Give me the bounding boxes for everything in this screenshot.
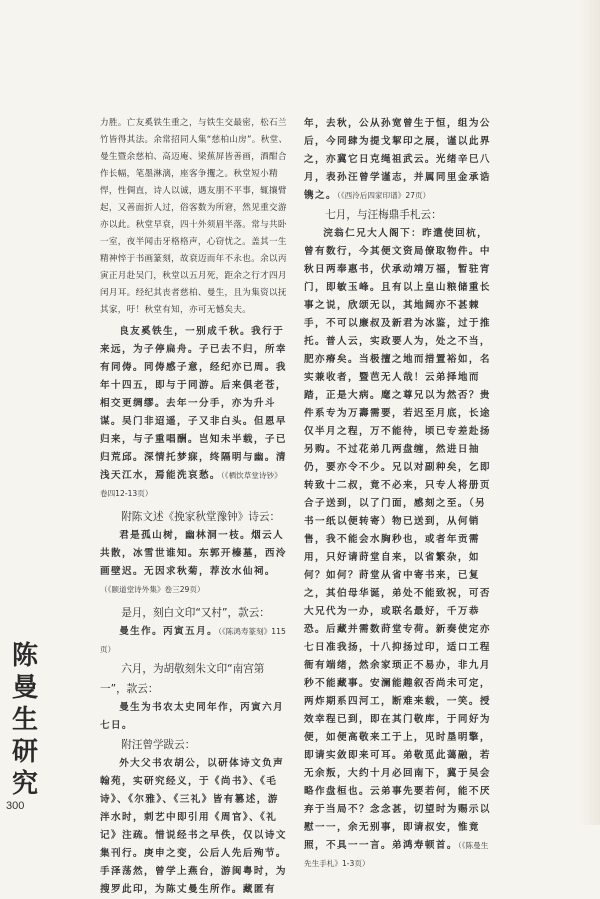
letter-source: （《陈曼生先生手札》1-3页） bbox=[304, 841, 489, 868]
entry2-heading: 六月，为胡敬刻朱文印“南宫第一”，款云： bbox=[100, 663, 265, 695]
right-continued-text bbox=[304, 115, 494, 205]
right-continued-source: （《西泠后四家印谱》27页） bbox=[336, 191, 431, 200]
page-edge-shadow bbox=[578, 0, 600, 825]
letter-heading: 七月，与汪梅鼎手札云： bbox=[325, 209, 442, 221]
poem-source: （《栖饮草堂诗钞》卷四12-13页） bbox=[100, 471, 282, 498]
entry1-body: 曼生作。丙寅五月。 bbox=[119, 626, 219, 637]
page-number: 300 bbox=[6, 800, 25, 812]
letter-text bbox=[304, 225, 494, 873]
entry2-text: 曼生为书农太史同年作，丙寅六月七日。 bbox=[100, 702, 285, 731]
appendix-heading: 附陈文述《挽家秋堂豫钟》诗云： bbox=[121, 511, 281, 523]
left-poem bbox=[100, 323, 288, 503]
entry3-heading: 附汪曾学跋云： bbox=[121, 739, 196, 751]
right-column bbox=[304, 115, 494, 873]
entry3-text: 外大父书农胡公，以研体诗文负声翰苑，实研究经义，于《尚书》、《毛诗》、《尔雅》、《三礼》皆有篡述，游泮水时，刺艺中即引用《周官》、《礼记》注疏。惜说经书之早佚，仅以诗文集刊行。庚申之变，公后人先后殉节。手泽荡然，曾学上燕台，游闽粤时，为搜罗此印，为陈丈曼生所作。藏匿有 bbox=[100, 758, 287, 895]
book-title-seal: 陈曼生研究 bbox=[11, 641, 38, 799]
left-paragraph-prose: 力胜。亡友奚铁生重之，与铁生交最密，松石兰竹皆得其法。余常招同人集“慈柏山房”。秋堂、曼生暨余慈柏、高迈庵、梁蕉屏皆善画，酒酣合作长幅，笔墨淋漓，座客争攫之。秋堂短小精悍，性倜直，诗人以诚，遇友朋不平事，辄攘臂起，又善面折人过，俗客数为所窘，然见重交游亦以此。秋堂早衰，四十外须眉半落。常与共卧一室，夜半闻击牙格格声，心窃忧之。盖其一生精神悴于书画篆刻，故衰迈而年不永也。余以丙寅正月赴吴门，秋堂以五月死，距余之行才四月闰月耳。经纪其丧者慈柏、曼生，且为集资以抚其家，吁！秋堂有知，亦可无憾矣夫。 bbox=[100, 118, 288, 315]
right-continued-body: 年，去秋，公从孙宽曾生于恒，组为公后，今同肆为提戈挈印之展，谨以此界之，亦冀它日克绳祖武云。光绪辛巳八月，表孙汪曾学谨志，并属同里金承诰镌之。 bbox=[304, 118, 491, 201]
left-column bbox=[100, 115, 288, 899]
appendix-poem-text: 君是孤山树，幽林洞一枝。烟云人共散，冰雪世谁知。东郭开榛墓，西泠画壁迟。无因求秋菊，荐汝水仙祠。 bbox=[100, 530, 287, 577]
appendix-poem bbox=[100, 527, 288, 599]
poem-text: 良友奚铁生，一别成千秋。我行于来远，为子停扁舟。子已去不归，所幸有同俦。同俦感子意，经纪亦已周。我年十四五，即与于同游。后来俱老苍，相交更绸缪。去年一分手，亦为升斗谋。吴门非迢遥，子又非白头。但恩早归来，与子重唱酬。岂知未半载，子已归荒邱。深情托梦寐，终隔明与幽。清浅天江水，焉能洗哀愁。 bbox=[100, 326, 287, 481]
appendix-source: （《颐道堂诗外集》卷三29页） bbox=[100, 585, 205, 594]
entry1-heading: 是月，刻白文印“又村”，款云： bbox=[121, 607, 270, 619]
entry1-source: （《陈鸿寿篆刻》115页） bbox=[100, 627, 286, 654]
letter-body: 浣翁仁兄大人阁下：昨遣使回杭，曾有数行，今其便文资局僚取物件。中秋日两奉惠书，伏承动靖万福，暂驻宵门，即敏玉峰。且有以上皇山粮储重长事之说，欣颂无以，其地阔亦不甚棘手，不可以廉叔及新君为冰鉴，过于推托。普人云，实政要人为，处之不当，肥亦瘠矣。当极擅之地而措置裕如，名实兼收者，暨芭无人哉！云弟择地而踏，正是大病。麾之尊兄以为然否？贵件系专为万壽需要，若迟至月底，长途仅半月之程，万不能待，顷已专差赴扬另购。不过花弟几两盘缠，然进日抽仍，要亦令不少。兄以对副种矣，乞即转致十二叔，竟不必来，只专人将册页合子送到，以了门面，感刻之至。（另书一纸以便转寄）物已送到，从何销售，我不能会水胸秒也，或者年贡需用，只好请莳堂自来，以省繁杂，如何？如何？莳堂从省中寄书来，已复之，其伯母华诞，弟处不能致祝，可否大兄代为一办，或联名最好，千万恭恐。后藏并需数莳堂专荷。新奏使定亦七日准我扬，十八抑扬过印，适口工程衙有端绪，然余家顼正不易办，非九月秒不能藏事。安澜能趣叙否尚未可定，两炸期系四河工，断难来载，一笑。授效幸程已到，即在其门敬库，于同好为便，如便高敬来工于上，见时垦明擎，即请实敛即来可耳。弟敬觅此蔼融，若无余叛，大约十月必回南下，冀于吴会略作盘桓也。云弟事先要若何，能不厌弃于当局不？念念甚，切望时为赐示以慰一一，余无别事，即请叔安，惟竟照，不具一一言。弟鸿寿顿首。 bbox=[304, 228, 491, 851]
entry1-text bbox=[100, 623, 288, 659]
